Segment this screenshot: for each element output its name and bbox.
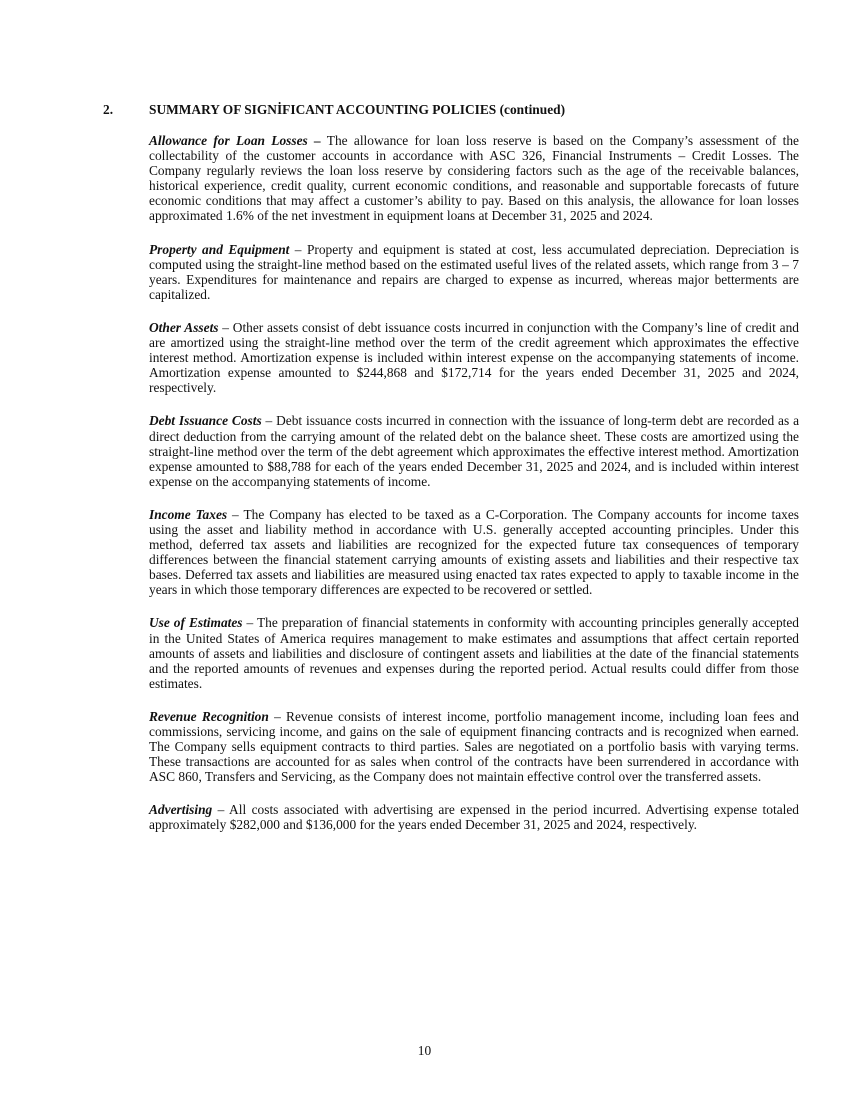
paragraph-debt-issuance-costs [149,413,799,488]
paragraph-term: Advertising [149,802,213,818]
paragraph-term: Debt Issuance Costs [149,413,262,429]
section-title: SUMMARY OF SIGNİFICANT ACCOUNTING POLICIES (continued) [149,102,566,117]
paragraph-text: – Property and equipment is stated at cost, less accumulated depreciation. Depreciation is computed using the straight-line method based on the estimated useful lives of the related assets, which range from 3 – 7 years. Expenditures for maintenance and repairs are charged to expense as incurred, whereas major betterments are capitalized. [149,241,799,302]
paragraph-term: Allowance for Loan Losses – [149,133,321,148]
paragraph-term: Property and Equipment [149,241,290,257]
section-body [149,133,799,851]
paragraph-text: – Debt issuance costs incurred in connection with the issuance of long-term debt are recorded as a direct deduction from the carrying amount of the related debt on the balance sheet. These costs are amortized using the straight-line method over the term of the debt agreement which approximates the effective interest method. Amortization expense amounted to $88,788 for each of the years ended December 31, 2025 and 2024, and is included within interest expense on the accompanying statements of income. [149,413,800,489]
paragraph-property-and-equipment [149,242,799,302]
paragraph-term: Revenue Recognition [149,708,269,724]
paragraph-other-assets [149,320,799,395]
paragraph-term: Use of Estimates [149,615,243,631]
section-number: 2. [103,102,114,117]
paragraph-advertising [149,802,799,832]
paragraph-term: Income Taxes [149,506,228,522]
paragraph-text: – The preparation of financial statements in conformity with accounting principles generally accepted in the United States of America requires management to make estimates and assumptions that affect certain reported amounts of assets and liabilities and disclosure of contingent assets and liabilities at the date of the financial statements and the reported amounts of revenues and expenses during the reported period. Actual results could differ from those estimates. [149,615,800,691]
paragraph-allowance-for-loan-losses [149,133,799,224]
paragraph-text: – All costs associated with advertising are expensed in the period incurred. Advertising expense totaled approximately $282,000 and $136,000 for the years ended December 31, 2025 and 2024, respectively. [149,802,799,833]
paragraph-use-of-estimates [149,615,799,690]
paragraph-text: – Revenue consists of interest income, portfolio management income, including loan fees and commissions, servicing income, and gains on the sale of equipment financing contracts and is recognized when earned. The Company sells equipment contracts to third parties. Sales are negotiated on a portfolio basis with varying terms. These transactions are accounted for as sales when control of the contracts have been surrendered in accordance with ASC 860, Transfers and Servicing, as the Company does not maintain effective control over the transferred assets. [149,708,799,785]
section-heading [103,101,803,119]
paragraph-income-taxes [149,507,799,598]
paragraph-term: Other Assets [149,319,219,335]
paragraph-text: The allowance for loan loss reserve is based on the Company’s assessment of the collectability of the customer accounts in accordance with ASC 326, Financial Instruments – Credit Losses. The Company regularly reviews the loan loss reserve by considering factors such as the age of the receivable balances, historical experience, credit quality, current economic conditions, and reasonable and supportable forecasts of future economic conditions that may affect a customer’s ability to pay. Based on this analysis, the allowance for loan losses approximated 1.6% of the net investment in equipment loans at December 31, 2025 and 2024. [149,133,800,224]
page-number: 10 [417,1043,432,1058]
paragraph-revenue-recognition [149,709,799,784]
paragraph-text: – The Company has elected to be taxed as a C-Corporation. The Company accounts for income taxes using the asset and liability method in accordance with U.S. generally accepted accounting principles. Under this method, deferred tax assets and liabilities are recognized for the expected future tax consequences of temporary differences between the financial statement carrying amounts of existing assets and liabilities and their respective tax bases. Deferred tax assets and liabilities are measured using enacted tax rates expected to apply to taxable income in the years in which those temporary differences are expected to be recovered or settled. [149,506,799,598]
paragraph-text: – Other assets consist of debt issuance costs incurred in conjunction with the Company’s line of credit and are amortized using the straight-line method over the term of the credit agreement which approximates the effective interest method. Amortization expense is included within interest expense on the accompanying statements of income. Amortization expense amounted to $244,868 and $172,714 for the years ended December 31, 2025 and 2024, respectively. [149,319,799,396]
